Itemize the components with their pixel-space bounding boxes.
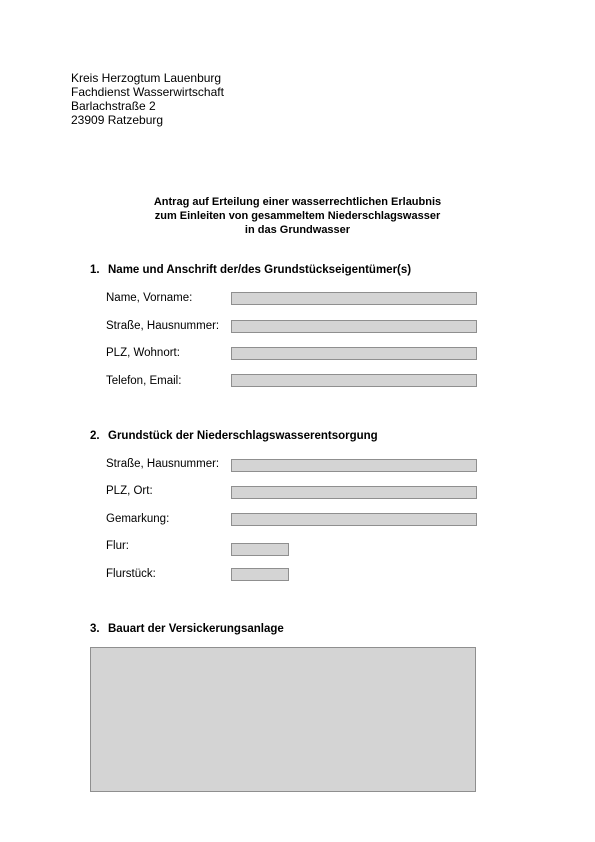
- infiltration-type-textarea[interactable]: [90, 647, 476, 792]
- section-2-number: 2.: [90, 430, 100, 442]
- gemarkung-field[interactable]: [231, 513, 477, 526]
- property-plz-field[interactable]: [231, 486, 477, 499]
- section-3-heading: [90, 623, 284, 635]
- title-line-2: zum Einleiten von gesammeltem Niederschlagswasser: [154, 210, 441, 222]
- address-line-city: 23909 Ratzeburg: [71, 113, 164, 127]
- owner-street-label: Straße, Hausnummer:: [106, 320, 220, 332]
- owner-name-label: Name, Vorname:: [106, 292, 193, 304]
- section-3-number: 3.: [90, 623, 100, 635]
- property-street-field[interactable]: [231, 459, 477, 472]
- document-title: [0, 195, 595, 237]
- owner-street-field[interactable]: [231, 320, 477, 333]
- owner-phone-label: Telefon, Email:: [106, 375, 182, 387]
- property-plz-label: PLZ, Ort:: [106, 485, 153, 497]
- flur-label: Flur:: [106, 540, 129, 552]
- section-1-heading: [90, 264, 411, 276]
- recipient-address: [71, 71, 224, 127]
- flurstueck-label: Flurstück:: [106, 568, 156, 580]
- gemarkung-label: Gemarkung:: [106, 513, 170, 525]
- owner-plz-field[interactable]: [231, 347, 477, 360]
- property-street-label: Straße, Hausnummer:: [106, 458, 220, 470]
- address-line-department: Fachdienst Wasserwirtschaft: [71, 85, 224, 99]
- flur-field[interactable]: [231, 543, 289, 556]
- owner-phone-field[interactable]: [231, 374, 477, 387]
- section-3-title: Bauart der Versickerungsanlage: [108, 623, 284, 635]
- owner-plz-label: PLZ, Wohnort:: [106, 347, 180, 359]
- title-line-3: in das Grundwasser: [244, 224, 351, 236]
- flurstueck-field[interactable]: [231, 568, 289, 581]
- title-line-1: Antrag auf Erteilung einer wasserrechtlichen Erlaubnis: [153, 196, 442, 208]
- section-1-number: 1.: [90, 264, 100, 276]
- section-2-heading: [90, 430, 378, 442]
- section-2-title: Grundstück der Niederschlagswasserentsorgung: [108, 430, 378, 442]
- address-line-street: Barlachstraße 2: [71, 99, 156, 113]
- owner-name-field[interactable]: [231, 292, 477, 305]
- section-1-title: Name und Anschrift der/des Grundstückseigentümer(s): [108, 264, 412, 276]
- address-line-authority: Kreis Herzogtum Lauenburg: [71, 71, 222, 85]
